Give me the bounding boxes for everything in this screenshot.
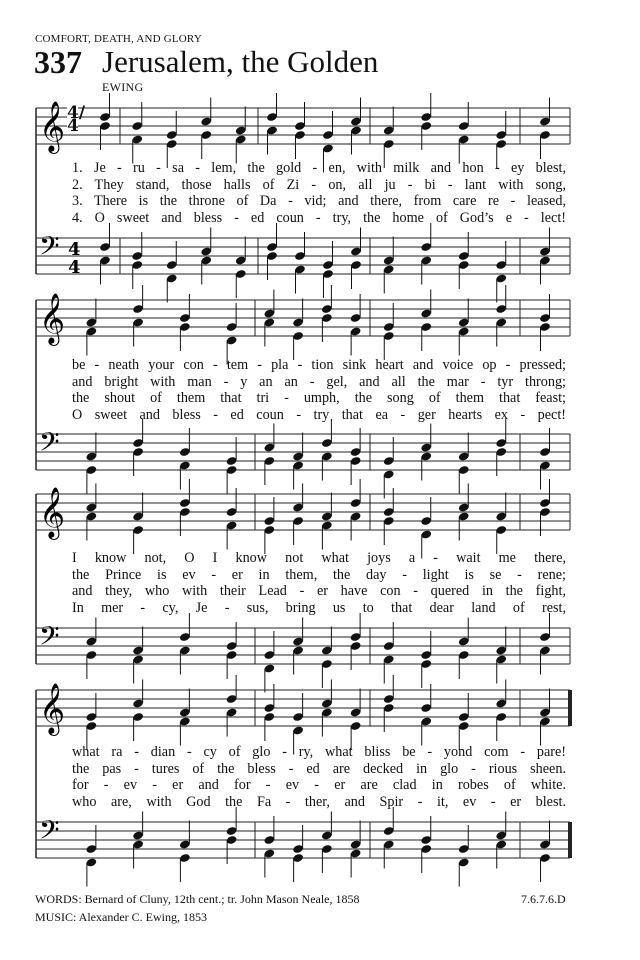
bass-clef-icon: 𝄢	[39, 620, 60, 658]
bass-clef-icon: 𝄢	[39, 814, 60, 852]
lyrics-system-1	[72, 160, 566, 226]
tune-name: EWING	[102, 80, 144, 94]
treble-clef-icon: 𝄞	[39, 101, 66, 152]
lyric-line: 1. Je - ru - sa - lem, the gold - en, with milk and hon - ey blest,	[72, 160, 566, 176]
lyric-line: who are, with God the Fa - ther, and Spir - it, ev - er blest.	[72, 793, 566, 810]
lyrics-system-3	[72, 550, 566, 616]
bass-clef-icon: 𝄢	[39, 426, 60, 464]
lyric-line: the shout of them that tri - umph, the song of them that feast;	[72, 390, 566, 407]
section-heading: COMFORT, DEATH, AND GLORY	[35, 33, 203, 45]
meter: 7.6.7.6.D	[521, 892, 566, 906]
time-signature-numerator: 4	[68, 239, 81, 260]
music-credit: MUSIC: Alexander C. Ewing, 1853	[35, 910, 207, 924]
lyric-line: the pas - tures of the bless - ed are decked in glo - rious sheen.	[72, 760, 566, 777]
lyric-line: In mer - cy, Je - sus, bring us to that dear land of rest,	[72, 599, 566, 616]
lyric-line: the Prince is ev - er in them, the day - light is se - rene;	[72, 566, 566, 583]
lyric-line: 3. There is the throne of Da - vid; and there, from care re - leased,	[72, 193, 566, 210]
lyric-line: I know not, O I know not what joys a - wait me there,	[72, 550, 566, 566]
lyric-line: and bright with man - y an an - gel, and all the mar - tyr throng;	[72, 373, 566, 390]
time-signature-denominator: 4	[68, 257, 81, 278]
lyric-line: 2. They stand, those halls of Zi - on, all ju - bi - lant with song,	[72, 176, 566, 193]
lyric-line: 4. O sweet and bless - ed coun - try, the home of God’s e - lect!	[72, 209, 566, 226]
lyric-line: and they, who with their Lead - er have con - quered in the fight,	[72, 583, 566, 600]
lyric-line: for - ev - er and for - ev - er are clad in robes of white.	[72, 777, 566, 794]
time-signature: 4/4	[67, 103, 86, 136]
lyric-line: be - neath your con - tem - pla - tion sink heart and voice op - pressed;	[72, 357, 566, 373]
treble-clef-icon: 𝄞	[39, 293, 66, 344]
lyric-line: O sweet and bless - ed coun - try that ea - ger hearts ex - pect!	[72, 406, 566, 423]
hymn-title: Jerusalem, the Golden	[102, 44, 379, 79]
hymn-number: 337	[34, 44, 82, 80]
lyric-line: what ra - dian - cy of glo - ry, what bliss be - yond com - pare!	[72, 744, 566, 760]
words-credit: WORDS: Bernard of Cluny, 12th cent.; tr. John Mason Neale, 1858	[35, 892, 360, 906]
treble-clef-icon: 𝄞	[39, 683, 66, 734]
lyrics-system-4	[72, 744, 566, 810]
bass-clef-icon: 𝄢	[39, 230, 60, 268]
treble-clef-icon: 𝄞	[39, 487, 66, 538]
lyrics-system-2	[72, 357, 566, 423]
